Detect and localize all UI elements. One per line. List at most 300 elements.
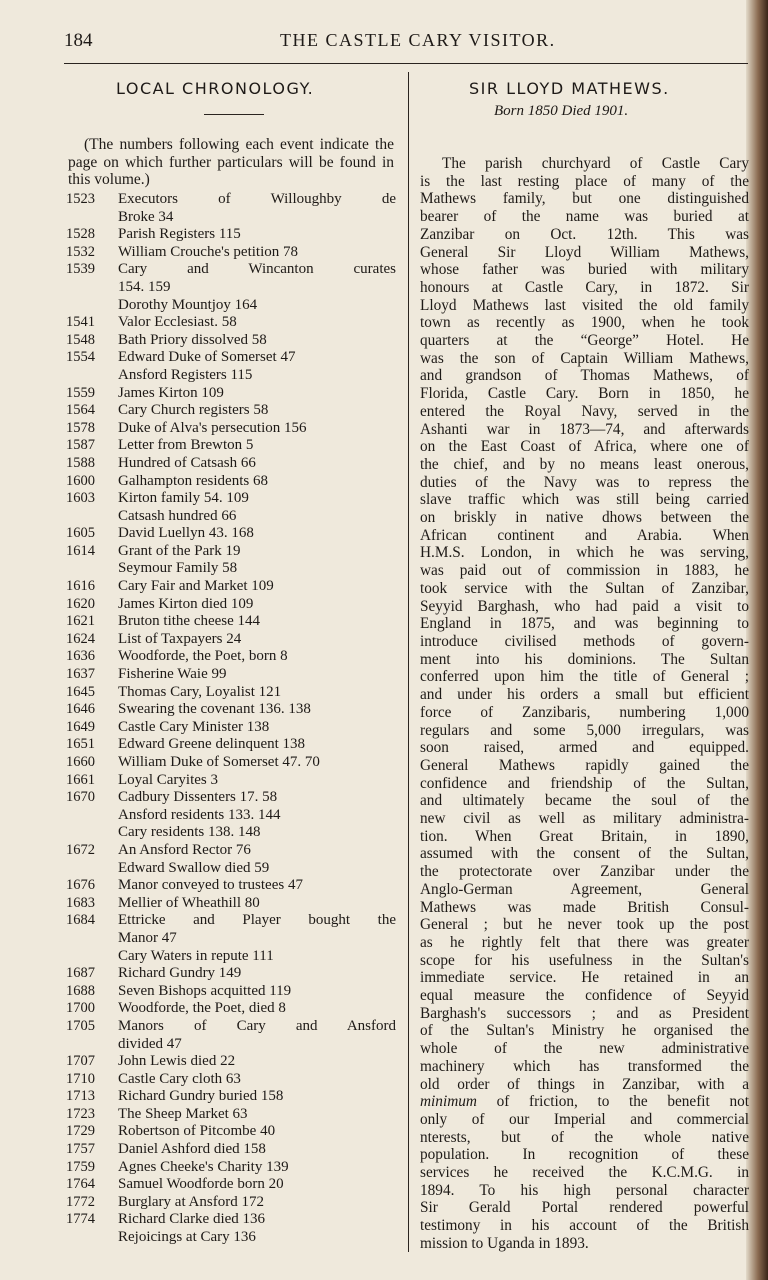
chronology-event-line: Seymour Family 58 (118, 560, 238, 577)
article-line: Anglo-German Agreement, General (420, 880, 749, 898)
chronology-heading: LOCAL CHRONOLOGY. (116, 79, 315, 98)
chronology-event-line: Manor conveyed to trustees 47 (118, 877, 303, 894)
chronology-year (66, 367, 118, 385)
chronology-event-line: Woodforde, the Poet, born 8 (118, 648, 288, 665)
chronology-event (118, 965, 396, 983)
chronology-entry (66, 860, 396, 878)
article-line: quarters at the “George” Hotel. He (420, 332, 749, 350)
chronology-year: 1578 (66, 419, 95, 436)
chronology-year: 1774 (66, 1211, 95, 1228)
chronology-event-line: Ansford Registers 115 (118, 366, 253, 383)
chronology-entry (66, 1053, 396, 1071)
article-line: was paid out of commission in 1883, he (420, 562, 749, 580)
chronology-entry (66, 1141, 396, 1159)
article-line: the protectorate over Zanzibar under the (420, 863, 749, 881)
chronology-year: 1710 (66, 1070, 95, 1087)
chronology-year: 1548 (66, 331, 95, 348)
chronology-event (118, 789, 396, 807)
chronology-year: 1670 (66, 789, 95, 806)
chronology-year: 1637 (66, 666, 95, 683)
chronology-year: 1764 (66, 1176, 95, 1193)
chronology-event (118, 1000, 396, 1018)
chronology-event-line: Grant of the Park 19 (118, 542, 241, 559)
article-line: Florida, Castle Cary. Born in 1850, he (420, 385, 749, 403)
chronology-event (118, 1176, 396, 1194)
chronology-event-line: James Kirton died 109 (118, 595, 254, 612)
column-divider (408, 72, 409, 1252)
chronology-event (118, 473, 396, 491)
chronology-event (118, 455, 396, 473)
chronology-entry (66, 420, 396, 438)
article-line: confidence and friendship of the Sultan, (420, 774, 749, 792)
chronology-event (118, 912, 396, 947)
chronology-event-line: Dorothy Mountjoy 164 (118, 296, 258, 313)
chronology-event (118, 824, 396, 842)
chronology-entry (66, 349, 396, 367)
chronology-event (118, 261, 396, 296)
page-number: 184 (64, 30, 93, 51)
chronology-intro-text: (The numbers following each event indicate the page on which further particulars will be found in this volume.) (68, 136, 394, 188)
article-line: General Mathews rapidly gained the (420, 756, 749, 774)
chronology-entry (66, 560, 396, 578)
chronology-entry (66, 895, 396, 913)
article-line: slave traffic which was still being carried (420, 491, 749, 509)
article-line: honours at Castle Cary, in 1872. Sir (420, 278, 749, 296)
chronology-event-line: Cary Waters in repute 111 (118, 947, 274, 964)
article-line: testimony in his account of the British (420, 1217, 749, 1235)
chronology-entry (66, 314, 396, 332)
chronology-entry (66, 473, 396, 491)
chronology-event-line: Executors of Willoughby de (118, 191, 396, 207)
chronology-entry (66, 613, 396, 631)
chronology-entry (66, 244, 396, 262)
chronology-event (118, 226, 396, 244)
article-line: entered the Royal Navy, served in the (420, 402, 749, 420)
chronology-event-line: James Kirton 109 (118, 384, 224, 401)
chronology-year (66, 948, 118, 966)
chronology-entry (66, 965, 396, 983)
chronology-event-line: Robertson of Pitcombe 40 (118, 1123, 276, 1140)
chronology-year: 1713 (66, 1088, 95, 1105)
chronology-event (118, 543, 396, 561)
chronology-entry (66, 983, 396, 1001)
chronology-year: 1528 (66, 226, 95, 243)
chronology-entry (66, 543, 396, 561)
chronology-event (118, 490, 396, 508)
chronology-event (118, 437, 396, 455)
chronology-event (118, 297, 396, 315)
article-line: on the East Coast of Africa, where one of (420, 438, 749, 456)
article-line: took service with the Sultan of Zanzibar, (420, 579, 749, 597)
article-line: Barghash's successors ; and as President (420, 1004, 749, 1022)
chronology-intro (68, 136, 394, 189)
chronology-event-line: Agnes Cheeke's Charity 139 (118, 1158, 289, 1175)
article-line: African continent and Arabia. When (420, 526, 749, 544)
chronology-event-line: Castle Cary Minister 138 (118, 718, 270, 735)
chronology-year: 1723 (66, 1105, 95, 1122)
chronology-event-line: William Crouche's petition 78 (118, 243, 298, 260)
chronology-event-line: Swearing the covenant 136. 138 (118, 701, 311, 718)
chronology-entry (66, 1088, 396, 1106)
chronology-event-line: Woodforde, the Poet, died 8 (118, 1000, 286, 1017)
chronology-event-line: divided 47 (118, 1035, 182, 1052)
chronology-year: 1672 (66, 841, 95, 858)
chronology-event (118, 420, 396, 438)
chronology-event (118, 666, 396, 684)
chronology-event-line: Richard Clarke died 136 (118, 1211, 266, 1228)
header-rule (64, 63, 748, 64)
chronology-year (66, 1229, 118, 1247)
chronology-entry (66, 877, 396, 895)
article-line: nterests, but of the whole native (420, 1128, 749, 1146)
chronology-event (118, 1053, 396, 1071)
chronology-entry (66, 824, 396, 842)
chronology-event (118, 1071, 396, 1089)
chronology-event-line: Kirton family 54. 109 (118, 490, 249, 507)
chronology-event-line: Galhampton residents 68 (118, 472, 268, 489)
chronology-event (118, 402, 396, 420)
article-line: bearer of the name was buried at (420, 208, 749, 226)
article-line: machinery which has transformed the (420, 1057, 749, 1075)
chronology-entry (66, 402, 396, 420)
article-line: mission to Uganda in 1893. (420, 1234, 589, 1252)
article-line: minimum of friction, to the benefit not (420, 1093, 749, 1111)
chronology-event-line: Edward Greene delinquent 138 (118, 736, 306, 753)
chronology-event-line: Broke 34 (118, 208, 174, 225)
chronology-entry (66, 842, 396, 860)
chronology-entry (66, 455, 396, 473)
article-line: and under his orders a small but efficient (420, 686, 749, 704)
chronology-year (66, 824, 118, 842)
chronology-event-line: Richard Gundry 149 (118, 965, 242, 982)
article-line: 1894. To his high personal character (420, 1181, 749, 1199)
article-line: Mathews was made British Consul- (420, 898, 749, 916)
chronology-event-line: Catsash hundred 66 (118, 507, 237, 524)
chronology-event-line: Daniel Ashford died 158 (118, 1141, 266, 1158)
chronology-event (118, 596, 396, 614)
article-line: regulars and some 5,000 irregulars, was (420, 721, 749, 739)
chronology-entry (66, 648, 396, 666)
chronology-year (66, 508, 118, 526)
chronology-entry (66, 736, 396, 754)
article-line: Sir Gerald Portal rendered powerful (420, 1199, 749, 1217)
chronology-year: 1772 (66, 1193, 95, 1210)
article-line: services he received the K.C.M.G. in (420, 1164, 749, 1182)
chronology-year: 1687 (66, 965, 95, 982)
chronology-entry (66, 631, 396, 649)
article-line: Lloyd Mathews last visited the old family (420, 296, 749, 314)
chronology-entry (66, 684, 396, 702)
chronology-year: 1600 (66, 472, 95, 489)
chronology-entry (66, 789, 396, 807)
chronology-event-line: Ettricke and Player bought the (118, 912, 396, 929)
chronology-event (118, 877, 396, 895)
article-line: whole of the new administrative (420, 1040, 749, 1058)
chronology-year: 1564 (66, 402, 95, 419)
chronology-event-line: Cary and Wincanton curates (118, 261, 396, 278)
chronology-year: 1559 (66, 384, 95, 401)
chronology-year: 1707 (66, 1053, 95, 1070)
chronology-entry (66, 437, 396, 455)
chronology-event (118, 191, 396, 226)
chronology-event-line: Richard Gundry buried 158 (118, 1088, 284, 1105)
chronology-entry (66, 385, 396, 403)
chronology-entry (66, 578, 396, 596)
chronology-entry (66, 525, 396, 543)
article-line: General Sir Lloyd William Mathews, (420, 243, 749, 261)
chronology-event (118, 807, 396, 825)
chronology-year: 1759 (66, 1158, 95, 1175)
chronology-event-line: Mellier of Wheathill 80 (118, 894, 260, 911)
chronology-event (118, 367, 396, 385)
chronology-year: 1541 (66, 314, 95, 331)
article-line: tion. When Great Britain, in 1890, (420, 827, 749, 845)
chronology-entry (66, 1176, 396, 1194)
chronology-year: 1651 (66, 736, 95, 753)
article-line: conferred upon him the title of General ; (420, 668, 749, 686)
article-line: England in 1875, and was beginning to (420, 615, 749, 633)
chronology-year: 1683 (66, 894, 95, 911)
chronology-event (118, 983, 396, 1001)
article-line: is the last resting place of many of the (420, 172, 749, 190)
chronology-event-line: Bath Priory dissolved 58 (118, 331, 267, 348)
chronology-event-line: Loyal Caryites 3 (118, 771, 218, 788)
article-line: the chief, and by no means least onerous, (420, 455, 749, 473)
chronology-entry (66, 1229, 396, 1247)
chronology-event-line: Cadbury Dissenters 17. 58 (118, 789, 278, 806)
chronology-event (118, 648, 396, 666)
chronology-event (118, 332, 396, 350)
chronology-event-line: An Ansford Rector 76 (118, 841, 251, 858)
article-line: ment into his dominions. The Sultan (420, 650, 749, 668)
article-line: immediate service. He retained in an (420, 969, 749, 987)
chronology-year: 1676 (66, 877, 95, 894)
chronology-event-line: Thomas Cary, Loyalist 121 (118, 683, 282, 700)
chronology-entry (66, 1123, 396, 1141)
chronology-event (118, 244, 396, 262)
chronology-event-line: 154. 159 (118, 278, 171, 295)
chronology-event-line: Manors of Cary and Ansford (118, 1017, 396, 1034)
chronology-event (118, 1018, 396, 1053)
chronology-entry (66, 332, 396, 350)
chronology-year (66, 807, 118, 825)
chronology-event-line: Manor 47 (118, 929, 177, 946)
article-line: and ultimately became the soul of the (420, 792, 749, 810)
chronology-event-line: Fisherine Waie 99 (118, 666, 227, 683)
chronology-year: 1539 (66, 261, 95, 278)
chronology-event-line: Edward Duke of Somerset 47 (118, 349, 296, 366)
chronology-event (118, 1159, 396, 1177)
chronology-event (118, 560, 396, 578)
chronology-entry (66, 666, 396, 684)
chronology-entry (66, 191, 396, 226)
chronology-year: 1532 (66, 243, 95, 260)
article-line: whose father was buried with military (420, 261, 749, 279)
chronology-year: 1700 (66, 1000, 95, 1017)
chronology-year (66, 560, 118, 578)
chronology-year: 1660 (66, 754, 95, 770)
chronology-year: 1688 (66, 982, 95, 999)
article-line: Zanzibar on Oct. 12th. This was (420, 225, 749, 243)
chronology-entry (66, 1159, 396, 1177)
chronology-year: 1645 (66, 683, 95, 700)
article-line: was the son of Captain William Mathews, (420, 349, 749, 367)
chronology-event-line: Rejoicings at Cary 136 (118, 1229, 256, 1246)
chronology-year: 1646 (66, 701, 95, 718)
chronology-event-line: Castle Cary cloth 63 (118, 1070, 241, 1087)
chronology-event-line: Cary Church registers 58 (118, 402, 269, 419)
article-line: equal measure the confidence of Seyyid (420, 987, 749, 1005)
chronology-event-line: Burglary at Ansford 172 (118, 1193, 264, 1210)
chronology-year: 1661 (66, 771, 95, 788)
chronology-year: 1554 (66, 349, 95, 366)
chronology-event-line: Edward Swallow died 59 (118, 859, 270, 876)
chronology-entry (66, 297, 396, 315)
chronology-event (118, 578, 396, 596)
chronology-entry (66, 596, 396, 614)
chronology-event-line: Parish Registers 115 (118, 226, 241, 243)
chronology-entry (66, 719, 396, 737)
article-line: population. In recognition of these (420, 1146, 749, 1164)
article-line: only of our Imperial and commercial (420, 1110, 749, 1128)
chronology-event (118, 1211, 396, 1229)
chronology-event (118, 948, 396, 966)
chronology-year: 1603 (66, 490, 95, 507)
article-line: assumed with the consent of the Sultan, (420, 845, 749, 863)
chronology-year: 1729 (66, 1123, 95, 1140)
article-line: duties of the Navy was to repress the (420, 473, 749, 491)
article-line: introduce civilised methods of govern- (420, 632, 749, 650)
chronology-year: 1624 (66, 630, 95, 647)
chronology-event (118, 1123, 396, 1141)
article-line: new civil as well as military administra- (420, 810, 749, 828)
chronology-year: 1587 (66, 437, 95, 454)
chronology-event-line: Samuel Woodforde born 20 (118, 1176, 284, 1193)
chronology-event (118, 701, 396, 719)
chronology-year: 1588 (66, 454, 95, 471)
chronology-event-line: List of Taxpayers 24 (118, 630, 242, 647)
chronology-event (118, 613, 396, 631)
chronology-event (118, 631, 396, 649)
chronology-year: 1684 (66, 912, 95, 929)
article-line: force of Zanzibaris, numbering 1,000 (420, 703, 749, 721)
chronology-entry (66, 490, 396, 508)
chronology-event-line: Cary residents 138. 148 (118, 824, 261, 841)
chronology-event-line: Seven Bishops acquitted 119 (118, 982, 292, 999)
chronology-year: 1621 (66, 613, 95, 630)
chronology-event-line: Valor Ecclesiast. 58 (118, 314, 237, 331)
chronology-event (118, 1088, 396, 1106)
chronology-event (118, 1194, 396, 1212)
running-title: THE CASTLE CARY VISITOR. (280, 30, 556, 50)
chronology-entry (66, 772, 396, 790)
chronology-year (66, 860, 118, 878)
chronology-entry (66, 1000, 396, 1018)
article-line: and grandson of Thomas Mathews, of (420, 367, 749, 385)
chronology-entry (66, 1194, 396, 1212)
chronology-entry (66, 807, 396, 825)
article-line: scope for his usefulness in the Sultan's (420, 951, 749, 969)
page-edge (746, 0, 768, 1280)
chronology-event (118, 1106, 396, 1124)
chronology-entry (66, 948, 396, 966)
chronology-event-line: Duke of Alva's persecution 156 (118, 419, 307, 436)
chronology-event (118, 736, 396, 754)
chronology-entry (66, 754, 396, 772)
chronology-event-line: Ansford residents 133. 144 (118, 806, 281, 823)
chronology-event (118, 349, 396, 367)
chronology-heading-rule (204, 114, 264, 115)
chronology-year: 1614 (66, 542, 95, 559)
chronology-year: 1636 (66, 648, 95, 665)
chronology-entry (66, 912, 396, 947)
article-line: Ashanti war in 1873—74, and afterwards (420, 420, 749, 438)
article-line: old order of things in Zanzibar, with a (420, 1075, 749, 1093)
chronology-year: 1757 (66, 1141, 95, 1158)
chronology-event (118, 508, 396, 526)
chronology-event-line: William Duke of Somerset 47. 70 (118, 754, 320, 770)
chronology-year: 1523 (66, 191, 95, 207)
chronology-entry (66, 1018, 396, 1053)
chronology-event (118, 1229, 396, 1247)
article-heading: SIR LLOYD MATHEWS. (469, 79, 670, 98)
article-subheading: Born 1850 Died 1901. (494, 103, 629, 119)
chronology-event-line: Letter from Brewton 5 (118, 437, 254, 454)
chronology-list (66, 191, 396, 1247)
chronology-year: 1620 (66, 595, 95, 612)
article-line: as he rightly felt that there was greater (420, 933, 749, 951)
article-line: General ; but he never took up the post (420, 916, 749, 934)
chronology-event-line: Hundred of Catsash 66 (118, 454, 256, 471)
chronology-entry (66, 1211, 396, 1229)
article-line: Seyyid Barghash, who had paid a visit to (420, 597, 749, 615)
article-line: The parish churchyard of Castle Cary (442, 155, 749, 172)
chronology-year: 1705 (66, 1017, 95, 1034)
chronology-event (118, 684, 396, 702)
article-line: Mathews family, but one distinguished (420, 190, 749, 208)
chronology-year (66, 297, 118, 315)
chronology-event (118, 385, 396, 403)
chronology-event (118, 719, 396, 737)
chronology-year: 1616 (66, 578, 95, 595)
chronology-event (118, 314, 396, 332)
chronology-event-line: Bruton tithe cheese 144 (118, 613, 261, 630)
article-line: town as recently as 1900, when he took (420, 314, 749, 332)
chronology-entry (66, 508, 396, 526)
chronology-entry (66, 261, 396, 296)
chronology-event (118, 772, 396, 790)
chronology-entry (66, 1071, 396, 1089)
chronology-year: 1649 (66, 718, 95, 735)
chronology-event (118, 860, 396, 878)
article-line: H.M.S. London, in which he was serving, (420, 544, 749, 562)
chronology-event (118, 525, 396, 543)
chronology-entry (66, 367, 396, 385)
chronology-event (118, 842, 396, 860)
chronology-event (118, 754, 396, 772)
article-line: of the Sultan's Ministry he organised the (420, 1022, 749, 1040)
chronology-entry (66, 701, 396, 719)
article-body (420, 155, 749, 1253)
chronology-event-line: Cary Fair and Market 109 (118, 578, 274, 595)
article-line: soon raised, armed and equipped. (420, 739, 749, 757)
chronology-year: 1605 (66, 525, 95, 542)
chronology-entry (66, 226, 396, 244)
chronology-event (118, 895, 396, 913)
chronology-event (118, 1141, 396, 1159)
chronology-entry (66, 1106, 396, 1124)
chronology-event-line: John Lewis died 22 (118, 1053, 236, 1070)
